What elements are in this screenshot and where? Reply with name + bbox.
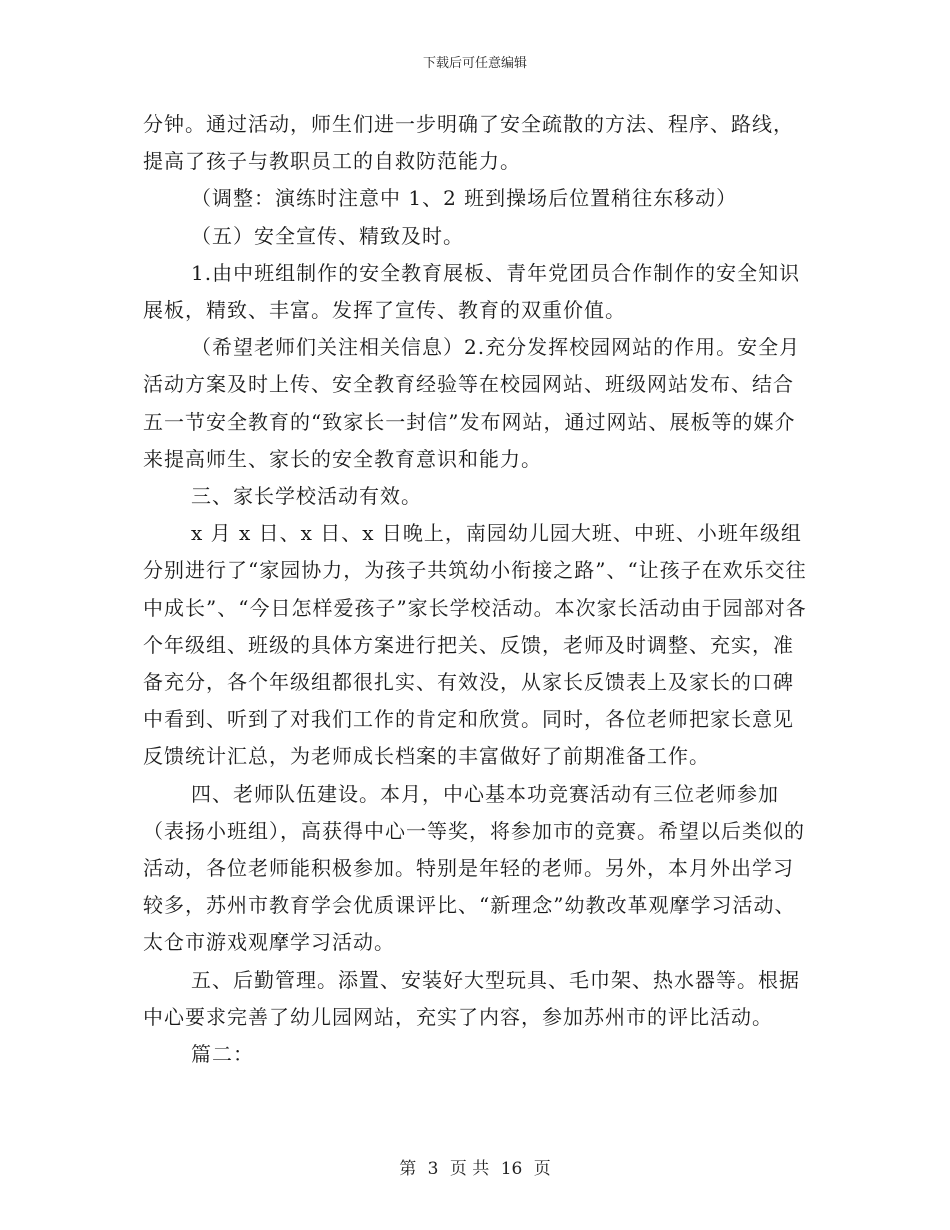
footer-total-pages: 16 bbox=[500, 1159, 523, 1179]
paragraph: 1.由中班组制作的安全教育展板、青年党团员合作制作的安全知识展板，精致、丰富。发挥了宣传、教育的双重价值。 bbox=[143, 260, 801, 323]
paragraph: 四、老师队伍建设。本月，中心基本功竞赛活动有三位老师参加（表扬小班组），高获得中心一等奖，将参加市的竞赛。希望以后类似的活动，各位老师能积极参加。特别是年轻的老师。另外，本月外出学习较多，苏州市教育学会优质课评比、“新理念”幼教改革观摩学习活动、太仓市游戏观摩学习活动。 bbox=[143, 781, 805, 955]
paragraph: （五）安全宣传、精致及时。 bbox=[191, 223, 464, 248]
paragraph: （希望老师们关注相关信息）2.充分发挥校园网站的作用。安全月活动方案及时上传、安全教育经验等在校园网站、班级网站发布、结合五一节安全教育的“致家长一封信”发布网站，通过网站、展板等的媒介来提高师生、家长的安全教育意识和能力。 bbox=[143, 335, 801, 471]
footer-suffix: 页 bbox=[533, 1159, 551, 1179]
paragraph: 三、家长学校活动有效。 bbox=[191, 484, 422, 509]
footer-prefix: 第 bbox=[399, 1159, 417, 1179]
paragraph: 五、后勤管理。添置、安装好大型玩具、毛巾架、热水器等。根据中心要求完善了幼儿园网站，充实了内容，参加苏州市的评比活动。 bbox=[143, 967, 800, 1029]
footer-current-page: 3 bbox=[427, 1159, 439, 1179]
paragraph: 分钟。通过活动，师生们进一步明确了安全疏散的方法、程序、路线，提高了孩子与教职员工的自救防范能力。 bbox=[143, 112, 794, 174]
paragraph: 篇二： bbox=[191, 1042, 254, 1067]
page-header: 下载后可任意编辑 bbox=[422, 56, 527, 71]
footer-middle: 页 共 bbox=[449, 1159, 490, 1179]
document-body bbox=[143, 106, 813, 1073]
page-footer bbox=[0, 1154, 950, 1179]
paragraph: （调整：演练时注意中 1、2 班到操场后位置稍往东移动） bbox=[191, 186, 738, 211]
paragraph: x 月 x 日、x 日、x 日晚上，南园幼儿园大班、中班、小班年级组分别进行了“家园协力，为孩子共筑幼小衔接之路”、“让孩子在欢乐交往中成长”、“今日怎样爱孩子”家长学校活动。本次家长活动由于园部对各个年级组、班级的具体方案进行把关、反馈，老师及时调整、充实，准备充分，各个年级组都很扎实、有效没，从家长反馈表上及家长的口碑中看到、听到了对我们工作的肯定和欣赏。同时，各位老师把家长意见反馈统计汇总，为老师成长档案的丰富做好了前期准备工作。 bbox=[143, 521, 807, 769]
